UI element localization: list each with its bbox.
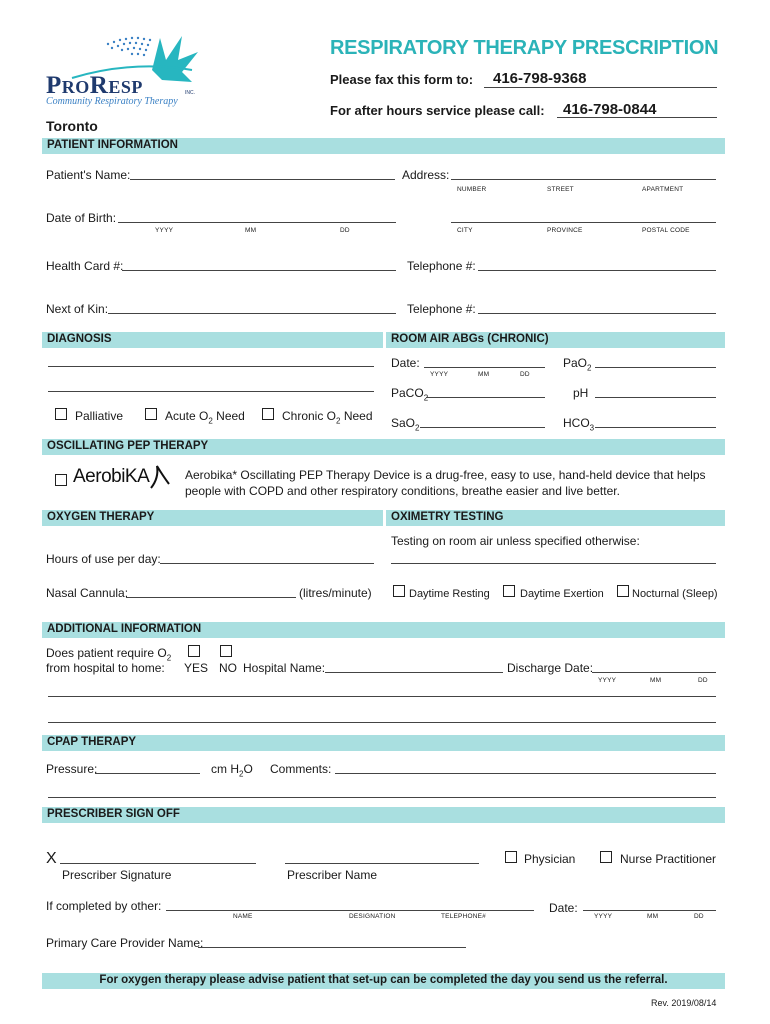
after-hours-number: 416-798-0844 [563, 101, 657, 118]
abg-date-yyyy: YYYY [430, 371, 449, 378]
aerobika-swoosh-icon [149, 464, 171, 490]
discharge-dd: DD [698, 677, 708, 684]
o2-question-line1: Does patient require $O_2$ [46, 646, 172, 663]
cannula-field[interactable] [126, 597, 296, 598]
dob-field[interactable] [118, 222, 396, 223]
abg-date-dd: DD [520, 371, 530, 378]
hco3-label: $HCO_3$ [563, 416, 595, 433]
signoff-dd: DD [694, 913, 704, 920]
comments-field[interactable] [335, 773, 716, 774]
pao2-field[interactable] [595, 367, 716, 368]
daytime-resting-label: Daytime Resting [409, 588, 490, 600]
signoff-date-field[interactable] [583, 910, 716, 911]
discharge-label: Discharge Date: [507, 661, 594, 675]
patient-name-field[interactable] [130, 179, 395, 180]
yes-label: YES [184, 661, 209, 675]
brand-name: ProResp [46, 72, 143, 99]
patient-name-label: Patient's Name: [46, 168, 131, 182]
physician-checkbox[interactable] [505, 851, 517, 863]
oximetry-section-header: OXIMETRY TESTING [386, 510, 725, 526]
dob-label: Date of Birth: [46, 211, 117, 225]
o2-question-line2: from hospital to home: [46, 661, 165, 675]
abgs-section-header: ROOM AIR ABGs (CHRONIC) [386, 332, 725, 348]
hospital-label: Hospital Name: [243, 661, 326, 675]
other-designation: DESIGNATION [349, 913, 396, 920]
palliative-checkbox[interactable] [55, 408, 67, 420]
hours-field[interactable] [160, 563, 374, 564]
address-province: PROVINCE [547, 227, 583, 234]
kin-telephone-label: Telephone #: [407, 302, 476, 316]
pep-description-2: people with COPD and other respiratory conditions, breathe easier and live better. [185, 484, 620, 498]
footer-note: For oxygen therapy please advise patient that set-up can be completed the day you send us the referral. [99, 974, 668, 986]
daytime-resting-checkbox[interactable] [393, 585, 405, 597]
ph-field[interactable] [595, 397, 716, 398]
daytime-exertion-label: Daytime Exertion [520, 588, 604, 600]
footer-note-bar [42, 973, 725, 989]
diagnosis-section-header: DIAGNOSIS [42, 332, 383, 348]
signature-label: Prescriber Signature [62, 868, 172, 882]
telephone-label: Telephone #: [407, 259, 476, 273]
cannula-label: Nasal Cannula: [46, 586, 129, 600]
oximetry-note: Testing on room air unless specified otherwise: [391, 534, 640, 548]
address-label: Address: [402, 168, 450, 182]
next-of-kin-label: Next of Kin: [46, 302, 109, 316]
brand-suffix: INC. [185, 90, 195, 96]
cpap-section-header: CPAP THERAPY [42, 735, 725, 751]
physician-label: Physician [524, 852, 576, 866]
hospital-field[interactable] [325, 672, 503, 673]
discharge-field[interactable] [592, 672, 716, 673]
after-hours-label: For after hours service please call: [330, 103, 545, 118]
dob-yyyy: YYYY [155, 227, 174, 234]
no-checkbox[interactable] [220, 645, 232, 657]
aerobika-logo: AerobiKA [73, 466, 173, 492]
form-title: RESPIRATORY THERAPY PRESCRIPTION [330, 37, 719, 59]
address-postal-code: POSTAL CODE [642, 227, 690, 234]
fax-number: 416-798-9368 [493, 70, 587, 87]
nocturnal-checkbox[interactable] [617, 585, 629, 597]
pep-description-1: Aerobika* Oscillating PEP Therapy Device is a drug-free, easy to use, hand-held device that helps [185, 468, 706, 482]
chronic-o2-label: Chronic $O_2$ Need [282, 409, 373, 426]
health-card-label: Health Card #: [46, 259, 124, 273]
aerobika-checkbox[interactable] [55, 474, 67, 486]
signature-x-mark: X [46, 850, 57, 867]
diagnosis-line-1[interactable] [48, 366, 374, 367]
address-city: CITY [457, 227, 473, 234]
abg-date-label: Date: [391, 356, 420, 370]
discharge-yyyy: YYYY [598, 677, 617, 684]
other-field[interactable] [166, 910, 534, 911]
pao2-label: PaO$_2$ [563, 356, 592, 373]
additional-line-1[interactable] [48, 696, 716, 697]
nocturnal-label: Nocturnal (Sleep) [632, 588, 718, 600]
ph-label: pH [573, 386, 589, 400]
location: Toronto [46, 118, 98, 134]
other-label: If completed by other: [46, 899, 162, 913]
nurse-practitioner-checkbox[interactable] [600, 851, 612, 863]
paco2-label: PaCO$_2$ [391, 386, 429, 403]
oxygen-section-header: OXYGEN THERAPY [42, 510, 383, 526]
acute-o2-label: Acute $O_2$ Need [165, 409, 245, 426]
hours-label: Hours of use per day: [46, 552, 161, 566]
palliative-label: Palliative [75, 409, 124, 423]
signoff-mm: MM [647, 913, 659, 920]
yes-checkbox[interactable] [188, 645, 200, 657]
address-street: STREET [547, 186, 574, 193]
cpap-line-2[interactable] [48, 797, 716, 798]
signoff-date-label: Date: [549, 901, 578, 915]
signoff-section-header: PRESCRIBER SIGN OFF [42, 807, 725, 823]
address-number: NUMBER [457, 186, 487, 193]
dob-dd: DD [340, 227, 350, 234]
daytime-exertion-checkbox[interactable] [503, 585, 515, 597]
telephone-field[interactable] [478, 270, 716, 271]
other-telephone: TELEPHONE# [441, 913, 486, 920]
pressure-unit: cm $H_2O$ [211, 762, 253, 779]
address-line2-field[interactable] [451, 222, 716, 223]
signoff-yyyy: YYYY [594, 913, 613, 920]
sao2-label: SaO$_2$ [391, 416, 420, 433]
additional-line-2[interactable] [48, 722, 716, 723]
logo [42, 30, 202, 110]
chronic-o2-checkbox[interactable] [262, 408, 274, 420]
signature-field[interactable] [60, 863, 256, 864]
other-name: NAME [233, 913, 253, 920]
pep-section-header: OSCILLATING PEP THERAPY [42, 439, 725, 455]
primary-care-label: Primary Care Provider Name: [46, 936, 204, 950]
comments-label: Comments: [270, 762, 332, 776]
address-line1-field[interactable] [451, 179, 716, 180]
acute-o2-checkbox[interactable] [145, 408, 157, 420]
no-label: NO [219, 661, 237, 675]
prescriber-name-label: Prescriber Name [287, 868, 378, 882]
oximetry-note-field[interactable] [391, 563, 716, 564]
discharge-mm: MM [650, 677, 662, 684]
brand-tagline: Community Respiratory Therapy [46, 96, 178, 107]
kin-telephone-field[interactable] [478, 313, 716, 314]
additional-section-header: ADDITIONAL INFORMATION [42, 622, 725, 638]
abg-date-mm: MM [478, 371, 490, 378]
revision-label: Rev. 2019/08/14 [651, 998, 717, 1008]
cannula-unit: (litres/minute) [299, 586, 372, 600]
pressure-label: Pressure: [46, 762, 98, 776]
abg-date-field[interactable] [424, 367, 545, 368]
nurse-practitioner-label: Nurse Practitioner [620, 852, 717, 866]
hco3-field[interactable] [595, 427, 716, 428]
dob-mm: MM [245, 227, 257, 234]
prescriber-name-field[interactable] [285, 863, 479, 864]
sao2-field[interactable] [420, 427, 545, 428]
paco2-field[interactable] [426, 397, 545, 398]
primary-care-field[interactable] [198, 947, 466, 948]
fax-label: Please fax this form to: [330, 72, 474, 87]
diagnosis-line-2[interactable] [48, 391, 374, 392]
pressure-field[interactable] [95, 773, 200, 774]
next-of-kin-field[interactable] [108, 313, 396, 314]
patient-section-header: PATIENT INFORMATION [42, 138, 725, 154]
health-card-field[interactable] [122, 270, 396, 271]
address-apartment: APARTMENT [642, 186, 684, 193]
